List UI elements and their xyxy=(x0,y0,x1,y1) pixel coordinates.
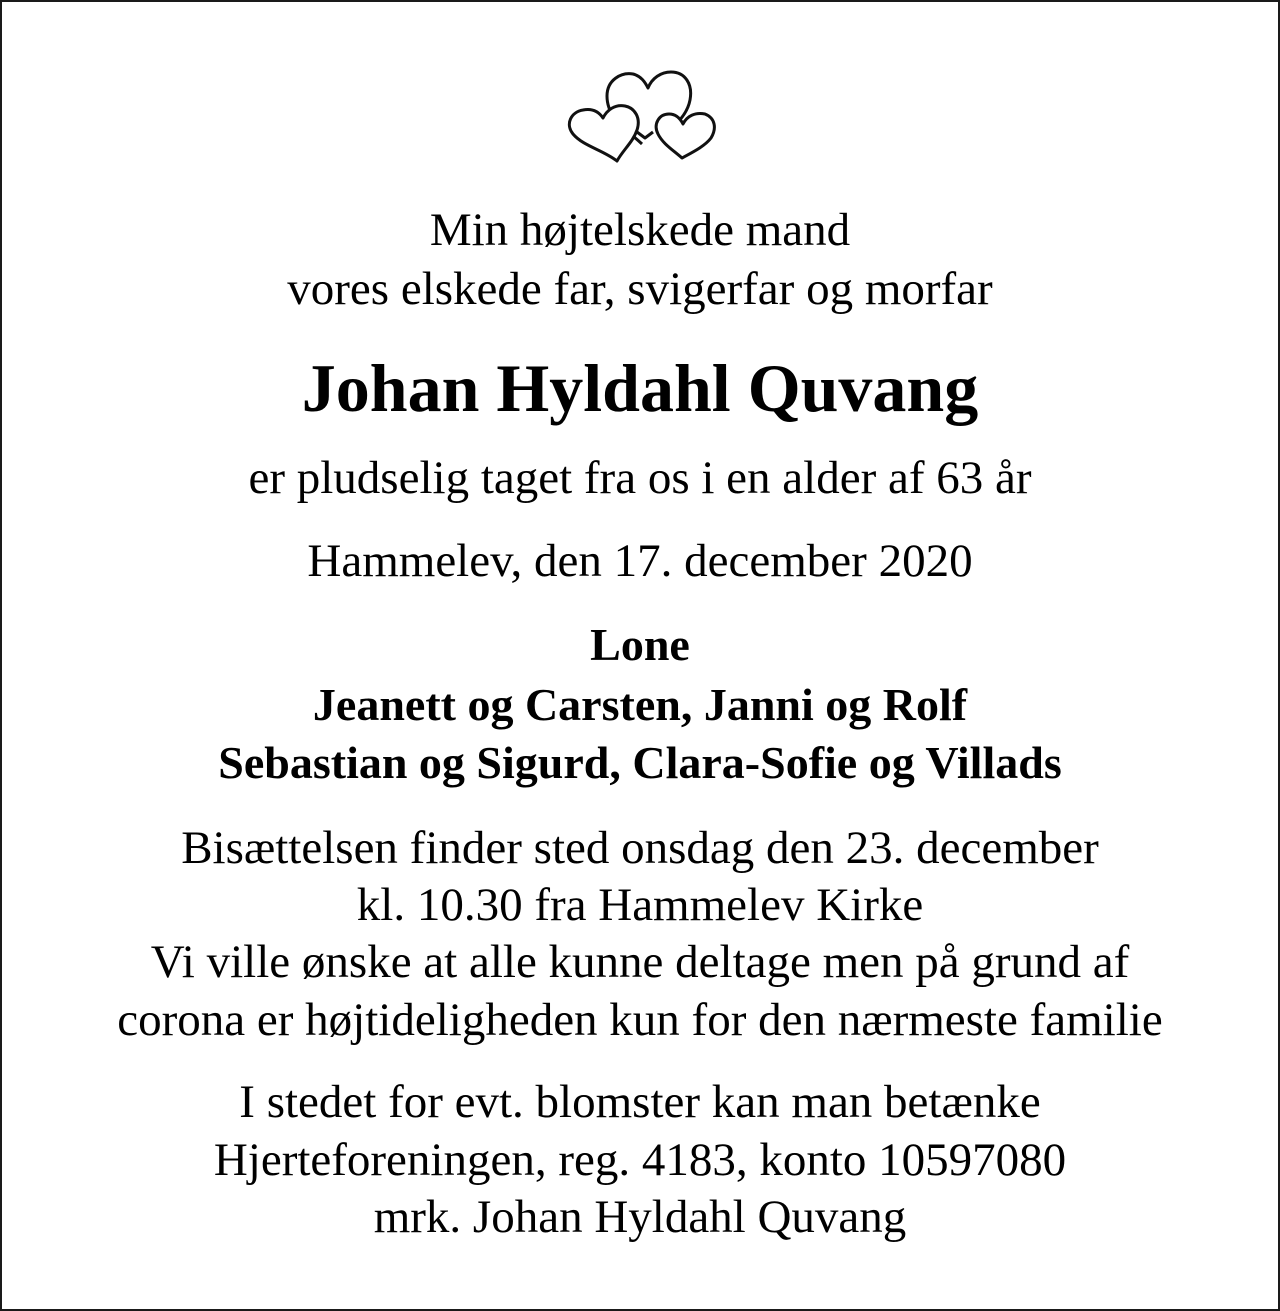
intro-line-2: vores elskede far, svigerfar og morfar xyxy=(287,263,993,315)
donation-line-2: Hjerteforeningen, reg. 4183, konto 10597080 xyxy=(213,1134,1067,1186)
place-date: Hammelev, den 17. december 2020 xyxy=(307,535,973,587)
family-line-3: Sebastian og Sigurd, Clara-Sofie og Villads xyxy=(218,737,1062,788)
family-line-2: Jeanett og Carsten, Janni og Rolf xyxy=(312,679,968,730)
donation-line-1: I stedet for evt. blomster kan man betænke xyxy=(239,1076,1041,1128)
intro-line-1: Min højtelskede mand xyxy=(429,204,851,256)
funeral-line-4: corona er højtideligheden kun for den nærmeste familie xyxy=(117,994,1163,1046)
deceased-name: Johan Hyldahl Quvang xyxy=(301,350,979,426)
donation-line-3: mrk. Johan Hyldahl Quvang xyxy=(373,1191,907,1243)
three-hearts-icon xyxy=(565,66,720,166)
age-line: er pludselig taget fra os i en alder af 63 år xyxy=(248,452,1032,504)
funeral-line-3: Vi ville ønske at alle kunne deltage men på grund af xyxy=(150,936,1130,988)
family-line-1: Lone xyxy=(590,619,690,670)
funeral-line-2: kl. 10.30 fra Hammelev Kirke xyxy=(356,879,924,931)
funeral-line-1: Bisættelsen finder sted onsdag den 23. december xyxy=(181,822,1099,874)
